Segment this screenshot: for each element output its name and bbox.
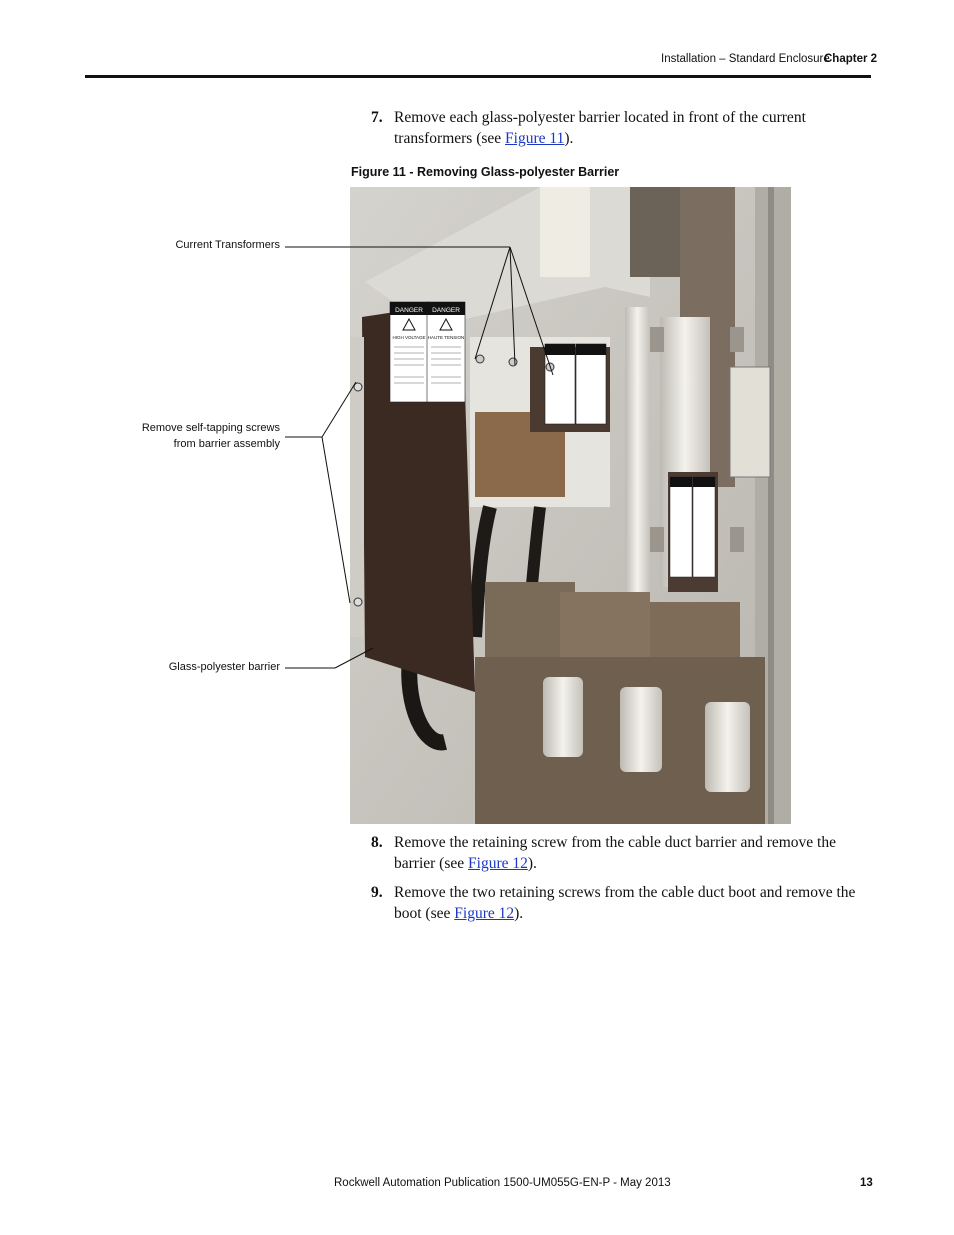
haute-tension-label: HAUTE TENSION	[427, 335, 465, 340]
step-text-after: ).	[527, 855, 537, 872]
step-text	[394, 107, 871, 149]
figure-12-link[interactable]: Figure 12	[454, 905, 515, 922]
step-9	[371, 882, 871, 924]
step-8	[371, 832, 871, 874]
step-text-before: Remove the retaining screw from the cable duct barrier and remove the barrier (see	[394, 834, 836, 872]
step-text-before: Remove the two retaining screws from the cable duct boot and remove the boot (see	[394, 884, 856, 922]
callout-glass-polyester-barrier: Glass-polyester barrier	[168, 661, 280, 673]
figure-caption: Figure 11 - Removing Glass-polyester Barrier	[351, 165, 620, 179]
figure-12-link[interactable]: Figure 12	[468, 855, 528, 872]
step-number: 7.	[371, 109, 383, 126]
figure-photo	[350, 187, 791, 824]
danger-label-2: DANGER	[432, 307, 460, 314]
step-text	[394, 832, 871, 874]
callout-self-tapping-screws	[120, 420, 280, 452]
callout-current-transformers: Current Transformers	[175, 239, 280, 251]
step-text-before: Remove each glass-polyester barrier located in front of the current transformers (see	[394, 109, 806, 147]
step-number: 9.	[371, 884, 383, 901]
callout-screws-line-2: from barrier assembly	[173, 438, 280, 450]
running-header-chapter: Chapter 2	[824, 53, 878, 65]
step-text	[394, 882, 871, 924]
callout-screws-line-1: Remove self-tapping screws	[141, 422, 280, 434]
footer-publication: Rockwell Automation Publication 1500-UM055G-EN-P - May 2013	[334, 1177, 671, 1189]
high-voltage-label: HIGH VOLTAGE	[392, 335, 426, 340]
danger-label-1: DANGER	[395, 307, 423, 314]
step-text-after: ).	[514, 905, 524, 922]
running-header-section: Installation – Standard Enclosure	[661, 53, 830, 65]
page-number: 13	[860, 1177, 873, 1189]
step-number: 8.	[371, 834, 383, 851]
figure-11-link[interactable]: Figure 11	[505, 130, 565, 147]
header-rule	[85, 75, 871, 78]
step-7	[371, 107, 871, 149]
step-text-after: ).	[564, 130, 574, 147]
